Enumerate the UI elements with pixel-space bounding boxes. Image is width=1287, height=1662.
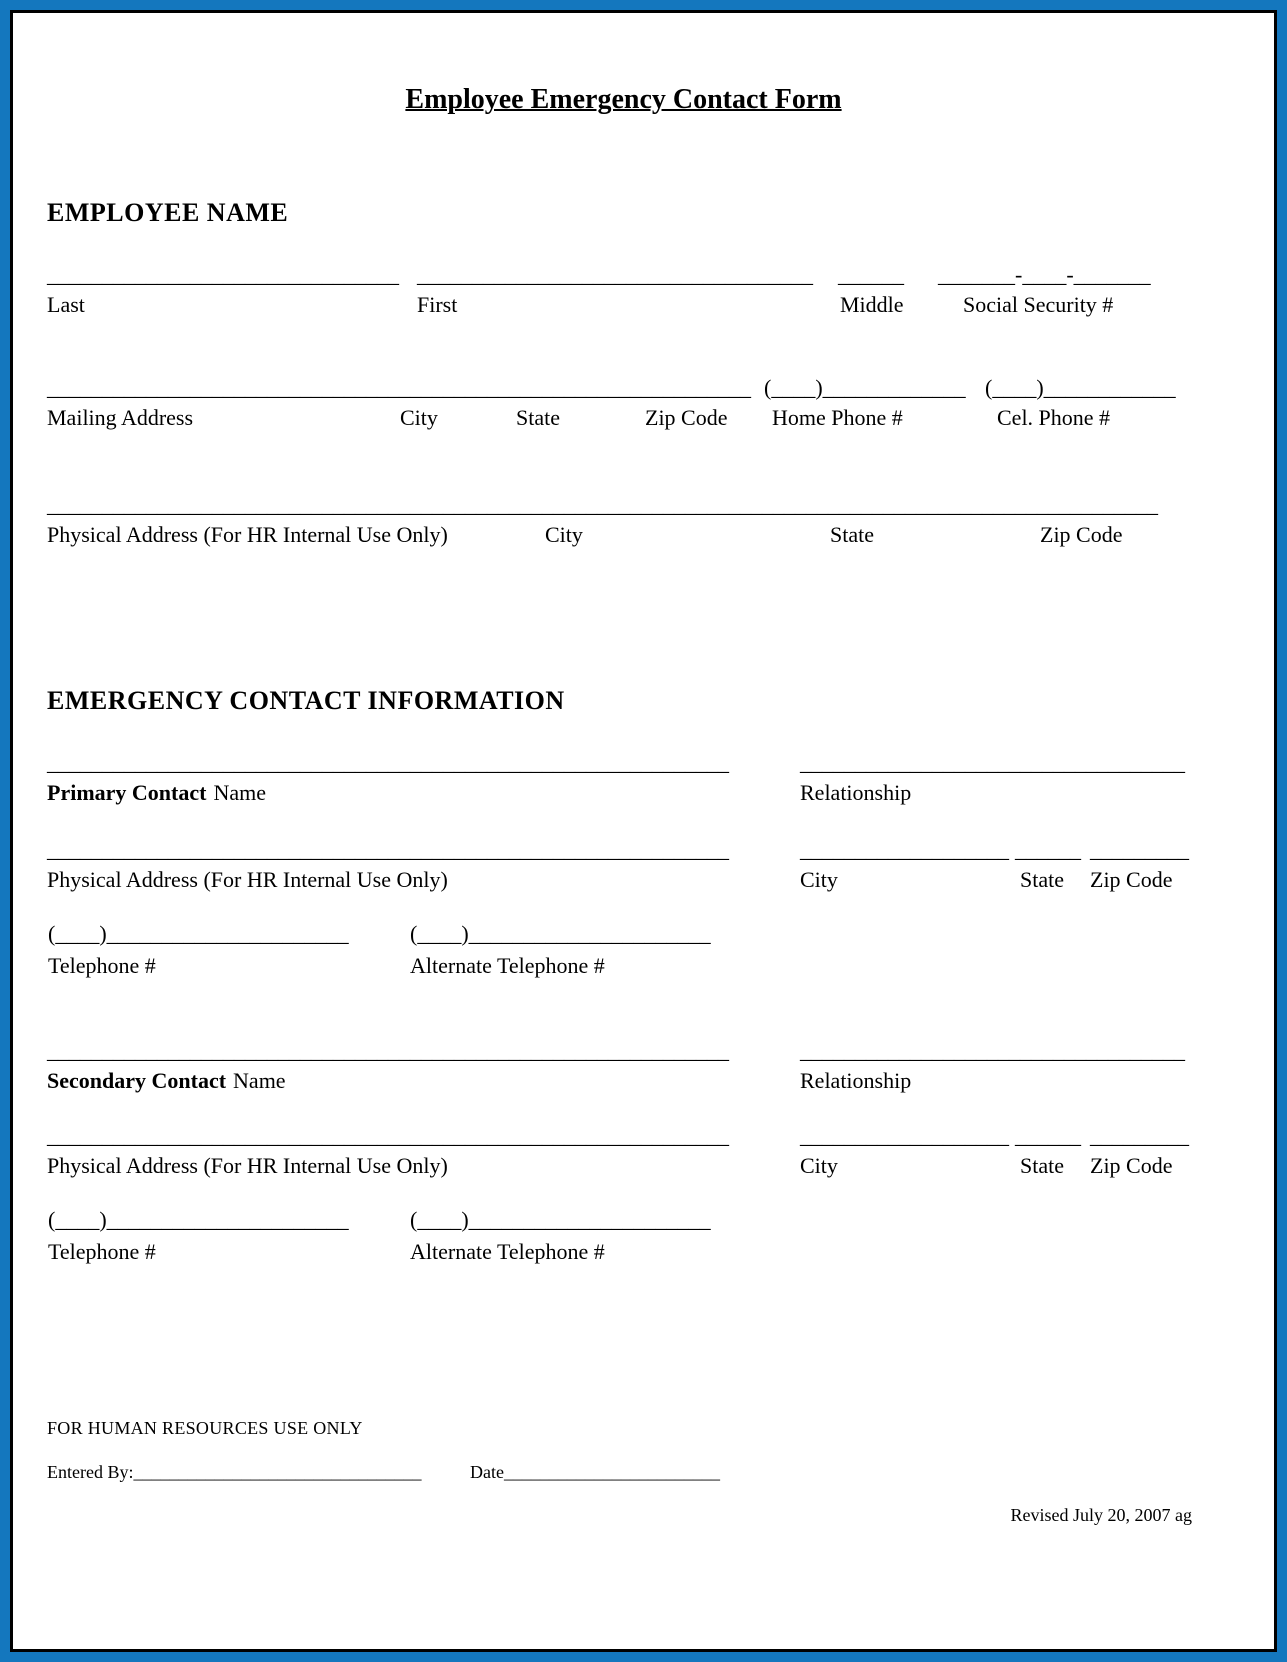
- physical-address-label: Physical Address (For HR Internal Use Only): [47, 522, 448, 547]
- primary-contact-label-rest: Name: [213, 780, 266, 805]
- mailing-address-label: Mailing Address: [47, 405, 194, 430]
- primary-name-field[interactable]: ______________________________________________________________: [47, 750, 729, 775]
- primary-zip-label: Zip Code: [1090, 867, 1173, 892]
- mailing-state-label: State: [516, 405, 560, 430]
- primary-address-label: Physical Address (For HR Internal Use Only): [47, 867, 448, 892]
- primary-zip-field[interactable]: _________: [1090, 837, 1189, 862]
- mailing-address-field[interactable]: ________________________________________________________________: [47, 375, 751, 400]
- secondary-city-label: City: [800, 1153, 838, 1178]
- secondary-telephone-label: Telephone #: [48, 1239, 156, 1264]
- secondary-contact-label-bold: Secondary Contact: [47, 1068, 227, 1093]
- secondary-contact-label-rest: Name: [233, 1068, 286, 1093]
- date-row: [470, 1462, 720, 1483]
- primary-city-field[interactable]: ___________________: [800, 837, 1009, 862]
- date-label: Date: [470, 1462, 504, 1482]
- ssn-label: Social Security #: [963, 292, 1114, 317]
- cell-phone-field[interactable]: (____)____________: [985, 375, 1176, 400]
- primary-telephone-field[interactable]: (____)______________________: [48, 921, 349, 946]
- primary-city-label: City: [800, 867, 838, 892]
- secondary-relationship-field[interactable]: ___________________________________: [800, 1038, 1185, 1063]
- secondary-name-field[interactable]: ______________________________________________________________: [47, 1038, 729, 1063]
- entered-by-row: [47, 1462, 421, 1483]
- secondary-relationship-label: Relationship: [800, 1068, 912, 1093]
- employee-name-heading: EMPLOYEE NAME: [47, 198, 289, 227]
- home-phone-field[interactable]: (____)_____________: [764, 375, 966, 400]
- secondary-city-field[interactable]: ___________________: [800, 1123, 1009, 1148]
- entered-by-field[interactable]: ________________________________: [133, 1462, 422, 1482]
- home-phone-label: Home Phone #: [772, 405, 903, 430]
- last-name-label: Last: [47, 292, 85, 317]
- secondary-zip-field[interactable]: _________: [1090, 1123, 1189, 1148]
- physical-city-label: City: [545, 522, 583, 547]
- primary-state-label: State: [1020, 867, 1064, 892]
- revised-note: Revised July 20, 2007 ag: [1010, 1505, 1192, 1525]
- primary-telephone-label: Telephone #: [48, 953, 156, 978]
- secondary-alt-telephone-field[interactable]: (____)______________________: [410, 1207, 711, 1232]
- secondary-state-label: State: [1020, 1153, 1064, 1178]
- last-name-field[interactable]: ________________________________: [47, 262, 399, 287]
- primary-address-field[interactable]: ______________________________________________________________: [47, 837, 729, 862]
- physical-state-label: State: [830, 522, 874, 547]
- primary-state-field[interactable]: ______: [1015, 837, 1081, 862]
- physical-zip-label: Zip Code: [1040, 522, 1123, 547]
- cell-phone-label: Cel. Phone #: [997, 405, 1111, 430]
- mailing-zip-label: Zip Code: [645, 405, 728, 430]
- first-name-field[interactable]: ____________________________________: [417, 262, 813, 287]
- primary-contact-name-label: [47, 780, 266, 806]
- middle-name-label: Middle: [840, 292, 904, 317]
- physical-address-field[interactable]: _____________________________________________________________________________________________________: [47, 492, 1158, 517]
- ssn-field[interactable]: _______-____-_______: [938, 262, 1151, 287]
- mailing-city-label: City: [400, 405, 438, 430]
- entered-by-label: Entered By:: [47, 1462, 134, 1482]
- secondary-contact-name-label: [47, 1068, 286, 1094]
- primary-alt-telephone-field[interactable]: (____)______________________: [410, 921, 711, 946]
- secondary-zip-label: Zip Code: [1090, 1153, 1173, 1178]
- primary-relationship-label: Relationship: [800, 780, 912, 805]
- date-field[interactable]: ________________________: [503, 1462, 720, 1482]
- primary-relationship-field[interactable]: ___________________________________: [800, 750, 1185, 775]
- hr-use-only-heading: FOR HUMAN RESOURCES USE ONLY: [47, 1418, 363, 1438]
- secondary-telephone-field[interactable]: (____)______________________: [48, 1207, 349, 1232]
- form-title: Employee Emergency Contact Form: [405, 84, 842, 115]
- secondary-alt-telephone-label: Alternate Telephone #: [410, 1239, 605, 1264]
- primary-contact-label-bold: Primary Contact: [47, 780, 207, 805]
- emergency-contact-heading: EMERGENCY CONTACT INFORMATION: [47, 686, 565, 715]
- page-border-inner: [10, 10, 1277, 1652]
- secondary-address-label: Physical Address (For HR Internal Use Only): [47, 1153, 448, 1178]
- first-name-label: First: [417, 292, 458, 317]
- middle-name-field[interactable]: ______: [838, 262, 904, 287]
- primary-alt-telephone-label: Alternate Telephone #: [410, 953, 605, 978]
- secondary-state-field[interactable]: ______: [1015, 1123, 1081, 1148]
- secondary-address-field[interactable]: ______________________________________________________________: [47, 1123, 729, 1148]
